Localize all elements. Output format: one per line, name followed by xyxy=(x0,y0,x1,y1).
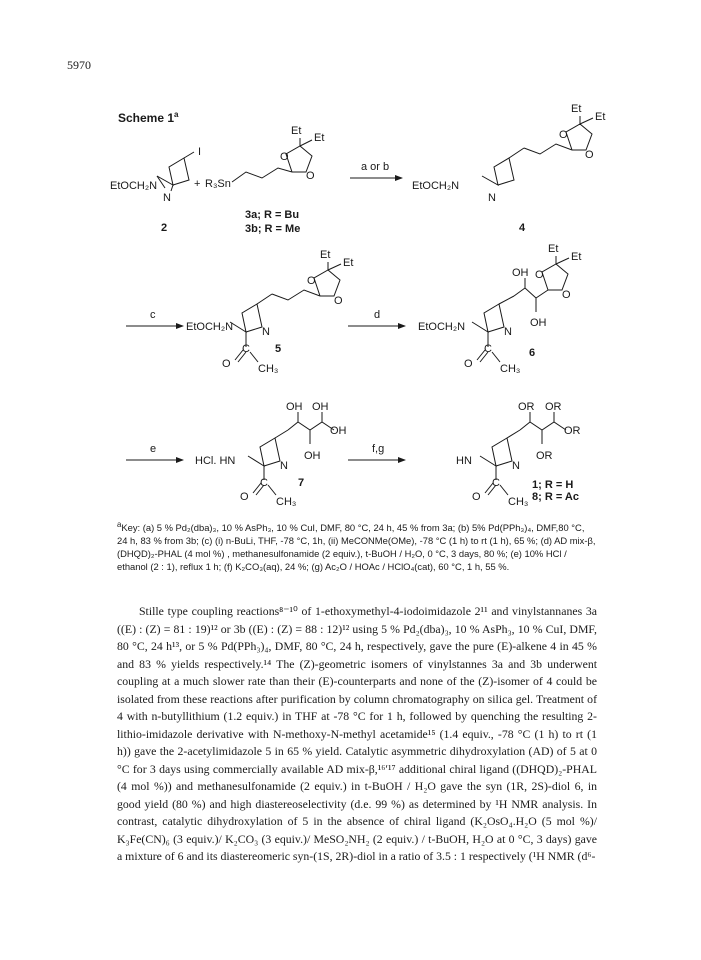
scheme-title-mark: a xyxy=(174,110,179,119)
scheme-title-text: Scheme 1 xyxy=(118,111,175,125)
label-arrow-e: e xyxy=(150,443,157,455)
label-oh-7b: OH xyxy=(312,401,329,413)
label-o-6b: O xyxy=(562,289,571,301)
label-stannane: R₃Sn xyxy=(205,178,231,190)
label-oh-6a: OH xyxy=(512,267,529,279)
label-o-5a: O xyxy=(307,275,316,287)
label-compound-4: 4 xyxy=(519,222,526,234)
label-compound-5: 5 xyxy=(275,343,282,355)
label-or-8a: OR xyxy=(518,401,535,413)
label-n-7: N xyxy=(280,460,288,472)
compound-4-structure xyxy=(482,116,593,185)
label-c-6: C xyxy=(484,343,492,355)
label-o-3b: O xyxy=(306,170,315,182)
label-iodo: I xyxy=(198,146,202,158)
label-arrow-d: d xyxy=(374,309,381,321)
label-o-5: O xyxy=(222,358,231,370)
label-n-8: N xyxy=(512,460,520,472)
label-arrow-c: c xyxy=(150,309,156,321)
body-text xyxy=(117,603,597,866)
label-et-5b: Et xyxy=(343,257,354,269)
label-ch3-6: CH₃ xyxy=(500,363,521,375)
label-o-3a: O xyxy=(280,151,289,163)
label-o-7: O xyxy=(240,491,249,503)
label-hcl: HCl. HN xyxy=(195,455,236,467)
label-et-3a: Et xyxy=(291,125,302,137)
scheme-key xyxy=(117,518,597,573)
label-o-4b: O xyxy=(585,149,594,161)
key-text: (a) 5 % Pd₂(dba)₃, 10 % AsPh₃, 10 % CuI, DMF, 80 °C, 24 h, 45 % from 3a; (b) 5% Pd(PPh₃)₄, DMF,80 °C, 24 h, 83 % from 3b; (c) (i) n-BuLi, THF, -78 °C, 1h, (ii) MeCONMe(OMe), -78 °C (1 h) to rt (1 h), 65 %; (d) AD mix-β, (DHQD)₂-PHAL (4 mol %) , methanesulfonamide (2 equiv.), t-BuOH / H₂O, 0 °C, 3 days, 80 %; (e) 10% HCl / ethanol (2 : 1), reflux 1 h; (f) K₂CO₃(aq), 24 %; (g) Ac₂O / HOAc / HClO₄(cat), 60 °C, 1 h, 55 %. xyxy=(117,522,596,573)
label-reagent-2: EtOCH₂N xyxy=(110,180,158,192)
label-c-8: C xyxy=(492,477,500,489)
label-et-6a: Et xyxy=(548,243,559,255)
label-o-5b: O xyxy=(334,295,343,307)
label-et-5a: Et xyxy=(320,249,331,261)
key-mark: a xyxy=(117,520,122,529)
label-ch3-8: CH₃ xyxy=(508,496,529,508)
label-reagent-6: EtOCH₂N xyxy=(418,321,466,333)
page-number: 5970 xyxy=(67,58,91,72)
label-n-2: N xyxy=(163,192,171,204)
label-o-6a: O xyxy=(535,269,544,281)
label-et-6b: Et xyxy=(571,251,582,263)
label-reagent-5: EtOCH₂N xyxy=(186,321,234,333)
label-compound-6: 6 xyxy=(529,347,536,359)
label-ch3-7: CH₃ xyxy=(276,496,297,508)
label-or-8d: OR xyxy=(536,450,553,462)
label-hn: HN xyxy=(456,455,472,467)
label-compound-8: 8; R = Ac xyxy=(532,491,579,503)
label-compound-7: 7 xyxy=(298,477,305,489)
label-plus: + xyxy=(194,178,201,190)
label-et-4b: Et xyxy=(595,111,606,123)
label-compound-3a: 3a; R = Bu xyxy=(245,209,300,221)
label-oh-6b: OH xyxy=(530,317,547,329)
label-oh-7c: OH xyxy=(330,425,347,437)
key-prefix: Key: xyxy=(121,522,141,534)
label-c-7: C xyxy=(260,477,268,489)
compound-2-structure xyxy=(157,152,194,191)
body-paragraph: Stille type coupling reactions⁸⁻¹⁰ of 1-ethoxymethyl-4-iodoimidazole 2¹¹ and vinylstannanes 3a ((E) : (Z) = 81 : 19)¹² or 3b ((E) : (Z) = 88 : 12)¹² using 5 % Pd₂(dba)₃, 10 % AsPh₃, 10 % CuI, DMF, 80 °C, 24 h¹³, or 5 % Pd(PPh₃)₄, DMF, 80 °C, 24 h, respectively, gave the pure (E)-alkene 4 in 45 % and 83 % yields respectively.¹⁴ The (Z)-geometric isomers of vinylstannes 3a and 3b underwent coupling at a much slower rate than their (E)-counterparts and none of the (Z)-isomer of 4 could be isolated from these reactions after purification by column chromatography on silica gel. Treatment of 4 with n-butyllithium (1.2 equiv.) in THF at -78 °C for 1 h, followed by quenching the resulting 2-lithio-imidazole derivative with N-methoxy-N-methyl acetamide¹⁵ (1.4 equiv., -78 °C (1 h) to rt (1 h)) gave the 2-acetylimidazole 5 in 65 % yield. Catalytic asymmetric dihydroxylation (AD) of 5 at 0 °C for 3 days using commercially available AD mix-β,¹⁶ʹ¹⁷ additional chiral ligand ((DHQD)₂-PHAL (4 mol %)) and methanesulfonamide (2 equiv.) in t-BuOH / H₂O gave the syn (1R, 2S)-diol 6, in good yield (80 %) and high diastereoselectivity (d.e. 99 %) as determined by ¹H NMR analysis. In contrast, catalytic dihydroxylation of 5 in the absence of chiral ligand (K₂OsO₄.H₂O (5 mol %)/ K₃Fe(CN)₆ (3 equiv.)/ K₂CO₃ (3 equiv.)/ MeSO₂NH₂ (2 equiv.) / t-BuOH, H₂O at 0 °C, 3 days) gave a mixture of 6 and its diastereomeric syn-(1S, 2R)-diol in a ratio of 3.5 : 1 respectively (¹H NMR (d⁶- xyxy=(117,604,597,863)
label-arrow-a-or-b: a or b xyxy=(361,161,390,173)
label-compound-2: 2 xyxy=(161,222,168,234)
label-o-8: O xyxy=(472,491,481,503)
label-oh-7a: OH xyxy=(286,401,303,413)
label-reagent-4: EtOCH₂N xyxy=(412,180,460,192)
label-et-3b: Et xyxy=(314,132,325,144)
label-n-6: N xyxy=(504,326,512,338)
label-ch3-5: CH₃ xyxy=(258,363,279,375)
label-n-5: N xyxy=(262,326,270,338)
label-arrow-fg: f,g xyxy=(372,443,385,455)
label-compound-3b: 3b; R = Me xyxy=(245,223,301,235)
label-o-4a: O xyxy=(559,129,568,141)
label-or-8b: OR xyxy=(545,401,562,413)
label-c-5: C xyxy=(242,343,250,355)
compound-3-structure xyxy=(232,138,312,182)
label-oh-7d: OH xyxy=(304,450,321,462)
label-or-8c: OR xyxy=(564,425,581,437)
label-o-6: O xyxy=(464,358,473,370)
label-n-4: N xyxy=(488,192,496,204)
label-et-4a: Et xyxy=(571,103,582,115)
label-compound-1: 1; R = H xyxy=(532,479,574,491)
